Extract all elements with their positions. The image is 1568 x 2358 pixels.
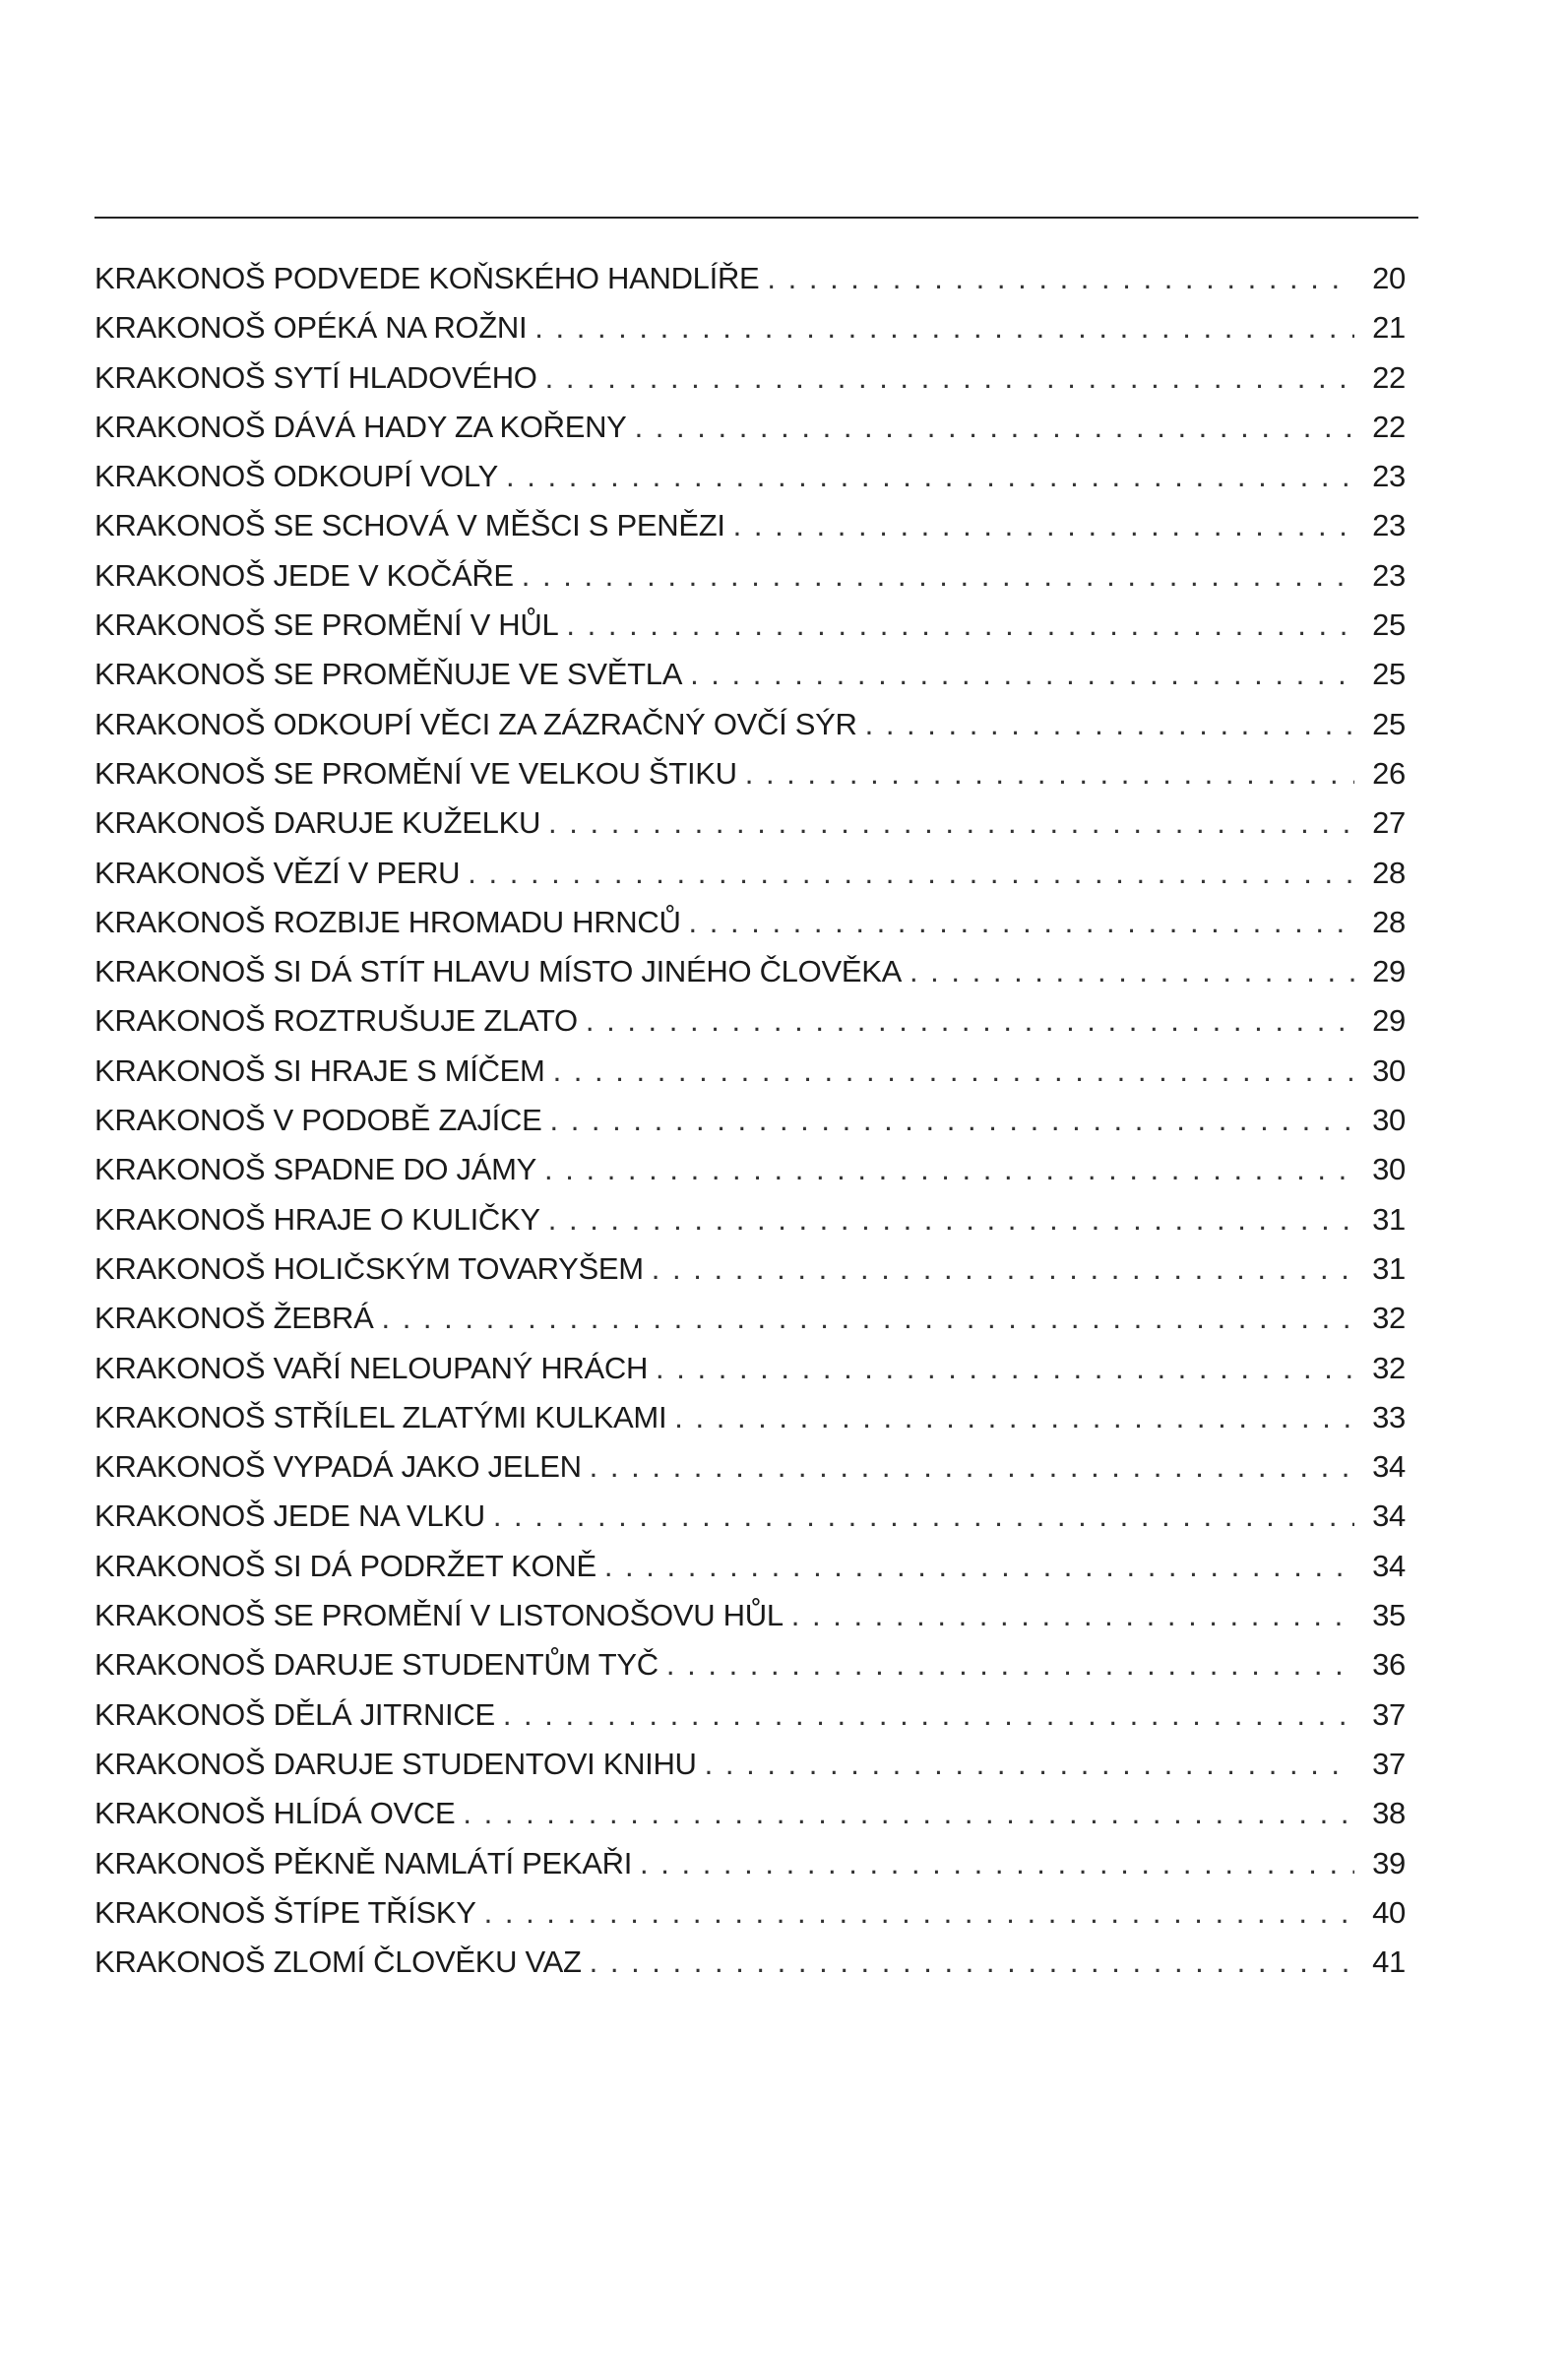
- toc-entry: [94, 1740, 1406, 1789]
- dot-leader: [705, 1740, 1354, 1789]
- toc-entry-page-number: 31: [1372, 1201, 1406, 1237]
- toc-entry-page-number: 28: [1372, 855, 1406, 890]
- toc-entry: [94, 551, 1406, 601]
- dot-leader: [590, 1938, 1354, 1987]
- dot-leader: [791, 1591, 1354, 1640]
- dot-leader: [865, 700, 1354, 749]
- dot-leader: [463, 1789, 1354, 1838]
- dot-leader: [586, 996, 1354, 1046]
- toc-entry-page-number: 29: [1372, 954, 1406, 989]
- toc-entry-page-number: 40: [1372, 1894, 1406, 1930]
- toc-entry: [94, 749, 1406, 798]
- dot-leader: [534, 303, 1354, 352]
- toc-entry: [94, 1294, 1406, 1343]
- toc-entry-page-number: 34: [1372, 1498, 1406, 1534]
- dot-leader: [635, 403, 1354, 452]
- toc-entry: [94, 1690, 1406, 1740]
- toc-entry-page-number: 30: [1372, 1052, 1406, 1088]
- toc-entry-title: KRAKONOŠ ŽEBRÁ: [94, 1301, 374, 1336]
- toc-entry-title: KRAKONOŠ ODKOUPÍ VĚCI ZA ZÁZRAČNÝ OVČÍ SÝR: [94, 706, 857, 741]
- toc-entry-page-number: 38: [1372, 1796, 1406, 1831]
- toc-entry-title: KRAKONOŠ SI DÁ STÍT HLAVU MÍSTO JINÉHO ČLOVĚKA: [94, 954, 902, 989]
- toc-entry: [94, 353, 1406, 403]
- toc-entry-page-number: 23: [1372, 459, 1406, 494]
- toc-entry: [94, 700, 1406, 749]
- toc-entry-page-number: 30: [1372, 1152, 1406, 1187]
- toc-entry: [94, 650, 1406, 699]
- toc-entry-page-number: 21: [1372, 310, 1406, 346]
- toc-entry-page-number: 27: [1372, 805, 1406, 841]
- toc-entry: [94, 1839, 1406, 1888]
- top-rule: [94, 217, 1418, 219]
- toc-entry-page-number: 35: [1372, 1598, 1406, 1633]
- dot-leader: [544, 1145, 1354, 1194]
- toc-entry-title: KRAKONOŠ SE PROMĚNÍ V LISTONOŠOVU HŮL: [94, 1598, 784, 1633]
- toc-entry-title: KRAKONOŠ SE PROMĚŇUJE VE SVĚTLA: [94, 657, 683, 692]
- toc-entry-title: KRAKONOŠ JEDE V KOČÁŘE: [94, 557, 514, 593]
- toc-entry-page-number: 22: [1372, 409, 1406, 444]
- toc-entry-page-number: 34: [1372, 1548, 1406, 1583]
- toc-entry-title: KRAKONOŠ DARUJE STUDENTŮM TYČ: [94, 1647, 659, 1683]
- toc-entry-page-number: 20: [1372, 261, 1406, 295]
- toc-entry: [94, 1442, 1406, 1492]
- toc-entry: [94, 1938, 1406, 1987]
- toc-entry: [94, 1047, 1406, 1096]
- toc-entry: [94, 1789, 1406, 1838]
- dot-leader: [549, 1096, 1354, 1145]
- toc-entry-title: KRAKONOŠ SE PROMĚNÍ VE VELKOU ŠTIKU: [94, 755, 737, 791]
- dot-leader: [656, 1344, 1354, 1393]
- dot-leader: [545, 353, 1354, 403]
- toc-entry-page-number: 34: [1372, 1449, 1406, 1485]
- dot-leader: [548, 1195, 1354, 1244]
- toc-entry: [94, 601, 1406, 650]
- toc-entry: [94, 452, 1406, 501]
- toc-entry: [94, 1195, 1406, 1244]
- dot-leader: [381, 1294, 1354, 1343]
- toc-entry-title: KRAKONOŠ SE PROMĚNÍ V HŮL: [94, 607, 559, 643]
- toc-entry-title: KRAKONOŠ SI HRAJE S MÍČEM: [94, 1052, 545, 1088]
- toc-entry-title: KRAKONOŠ DĚLÁ JITRNICE: [94, 1696, 495, 1732]
- toc-entry-page-number: 25: [1372, 607, 1406, 643]
- toc-entry-title: KRAKONOŠ HLÍDÁ OVCE: [94, 1796, 456, 1831]
- dot-leader: [503, 1690, 1354, 1740]
- dot-leader: [566, 601, 1354, 650]
- dot-leader: [690, 650, 1354, 699]
- toc-entry: [94, 898, 1406, 947]
- toc-entry: [94, 1888, 1406, 1938]
- toc-entry: [94, 1244, 1406, 1294]
- toc-entry-title: KRAKONOŠ OPÉKÁ NA ROŽNI: [94, 310, 528, 346]
- toc-entry-page-number: 32: [1372, 1350, 1406, 1385]
- toc-entry: [94, 947, 1406, 996]
- toc-entry-page-number: 28: [1372, 904, 1406, 939]
- dot-leader: [522, 551, 1354, 601]
- toc-entry-title: KRAKONOŠ DÁVÁ HADY ZA KOŘENY: [94, 409, 627, 444]
- toc-entry-page-number: 41: [1372, 1944, 1406, 1980]
- dot-leader: [674, 1393, 1354, 1442]
- toc-entry-title: KRAKONOŠ DARUJE KUŽELKU: [94, 805, 541, 841]
- toc-entry-page-number: 37: [1372, 1746, 1406, 1781]
- toc-entry-page-number: 31: [1372, 1250, 1406, 1286]
- toc-entry-title: KRAKONOŠ DARUJE STUDENTOVI KNIHU: [94, 1746, 697, 1781]
- toc-entry: [94, 403, 1406, 452]
- toc-entry-page-number: 22: [1372, 359, 1406, 395]
- toc-entry: [94, 798, 1406, 848]
- dot-leader: [493, 1492, 1354, 1541]
- dot-leader: [548, 798, 1354, 848]
- toc-entry: [94, 501, 1406, 550]
- toc-entry: [94, 849, 1406, 898]
- dot-leader: [689, 898, 1354, 947]
- dot-leader: [468, 849, 1354, 898]
- toc-entry-title: KRAKONOŠ HOLIČSKÝM TOVARYŠEM: [94, 1250, 644, 1286]
- toc-entry-title: KRAKONOŠ V PODOBĚ ZAJÍCE: [94, 1103, 542, 1138]
- toc-entry: [94, 1542, 1406, 1591]
- toc-entry: [94, 1640, 1406, 1689]
- toc-entry-page-number: 32: [1372, 1301, 1406, 1336]
- toc-entry-title: KRAKONOŠ ROZTRUŠUJE ZLATO: [94, 1003, 578, 1039]
- toc-entry-title: KRAKONOŠ PODVEDE KOŇSKÉHO HANDLÍŘE: [94, 261, 760, 295]
- toc-entry: [94, 1145, 1406, 1194]
- dot-leader: [652, 1244, 1354, 1294]
- table-of-contents: [94, 254, 1406, 1987]
- toc-entry-title: KRAKONOŠ VĚZÍ V PERU: [94, 855, 461, 890]
- dot-leader: [553, 1047, 1354, 1096]
- toc-entry: [94, 1591, 1406, 1640]
- toc-entry-title: KRAKONOŠ VAŘÍ NELOUPANÝ HRÁCH: [94, 1350, 649, 1385]
- toc-entry-page-number: 37: [1372, 1696, 1406, 1732]
- toc-entry-title: KRAKONOŠ JEDE NA VLKU: [94, 1498, 485, 1534]
- toc-entry-title: KRAKONOŠ ZLOMÍ ČLOVĚKU VAZ: [94, 1944, 582, 1980]
- toc-entry-title: KRAKONOŠ SYTÍ HLADOVÉHO: [94, 359, 537, 395]
- dot-leader: [590, 1442, 1354, 1492]
- toc-entry-page-number: 29: [1372, 1003, 1406, 1039]
- toc-entry-page-number: 23: [1372, 557, 1406, 593]
- toc-entry: [94, 303, 1406, 352]
- toc-entry-title: KRAKONOŠ HRAJE O KULIČKY: [94, 1201, 540, 1237]
- toc-entry-page-number: 30: [1372, 1103, 1406, 1138]
- dot-leader: [909, 947, 1354, 996]
- toc-entry-title: KRAKONOŠ PĚKNĚ NAMLÁTÍ PEKAŘI: [94, 1845, 633, 1880]
- toc-entry: [94, 1096, 1406, 1145]
- toc-entry-page-number: 33: [1372, 1399, 1406, 1434]
- toc-entry: [94, 1393, 1406, 1442]
- toc-entry-page-number: 36: [1372, 1647, 1406, 1683]
- toc-entry: [94, 254, 1406, 303]
- toc-entry-page-number: 26: [1372, 755, 1406, 791]
- dot-leader: [666, 1640, 1354, 1689]
- toc-entry-page-number: 25: [1372, 657, 1406, 692]
- toc-entry-title: KRAKONOŠ ROZBIJE HROMADU HRNCŮ: [94, 904, 681, 939]
- toc-entry-page-number: 39: [1372, 1845, 1406, 1880]
- dot-leader: [506, 452, 1354, 501]
- toc-entry-title: KRAKONOŠ STŘÍLEL ZLATÝMI KULKAMI: [94, 1399, 667, 1434]
- toc-entry: [94, 996, 1406, 1046]
- dot-leader: [767, 254, 1354, 303]
- dot-leader: [745, 749, 1354, 798]
- toc-entry-title: KRAKONOŠ VYPADÁ JAKO JELEN: [94, 1449, 582, 1485]
- toc-entry-title: KRAKONOŠ SE SCHOVÁ V MĚŠCI S PENĚZI: [94, 508, 725, 543]
- dot-leader: [640, 1839, 1354, 1888]
- toc-entry-title: KRAKONOŠ ŠTÍPE TŘÍSKY: [94, 1894, 476, 1930]
- toc-entry: [94, 1344, 1406, 1393]
- toc-entry-page-number: 23: [1372, 508, 1406, 543]
- toc-entry: [94, 1492, 1406, 1541]
- dot-leader: [484, 1888, 1354, 1938]
- dot-leader: [604, 1542, 1354, 1591]
- toc-entry-page-number: 25: [1372, 706, 1406, 741]
- toc-entry-title: KRAKONOŠ SPADNE DO JÁMY: [94, 1152, 537, 1187]
- toc-entry-title: KRAKONOŠ ODKOUPÍ VOLY: [94, 459, 499, 494]
- dot-leader: [733, 501, 1354, 550]
- toc-entry-title: KRAKONOŠ SI DÁ PODRŽET KONĚ: [94, 1548, 596, 1583]
